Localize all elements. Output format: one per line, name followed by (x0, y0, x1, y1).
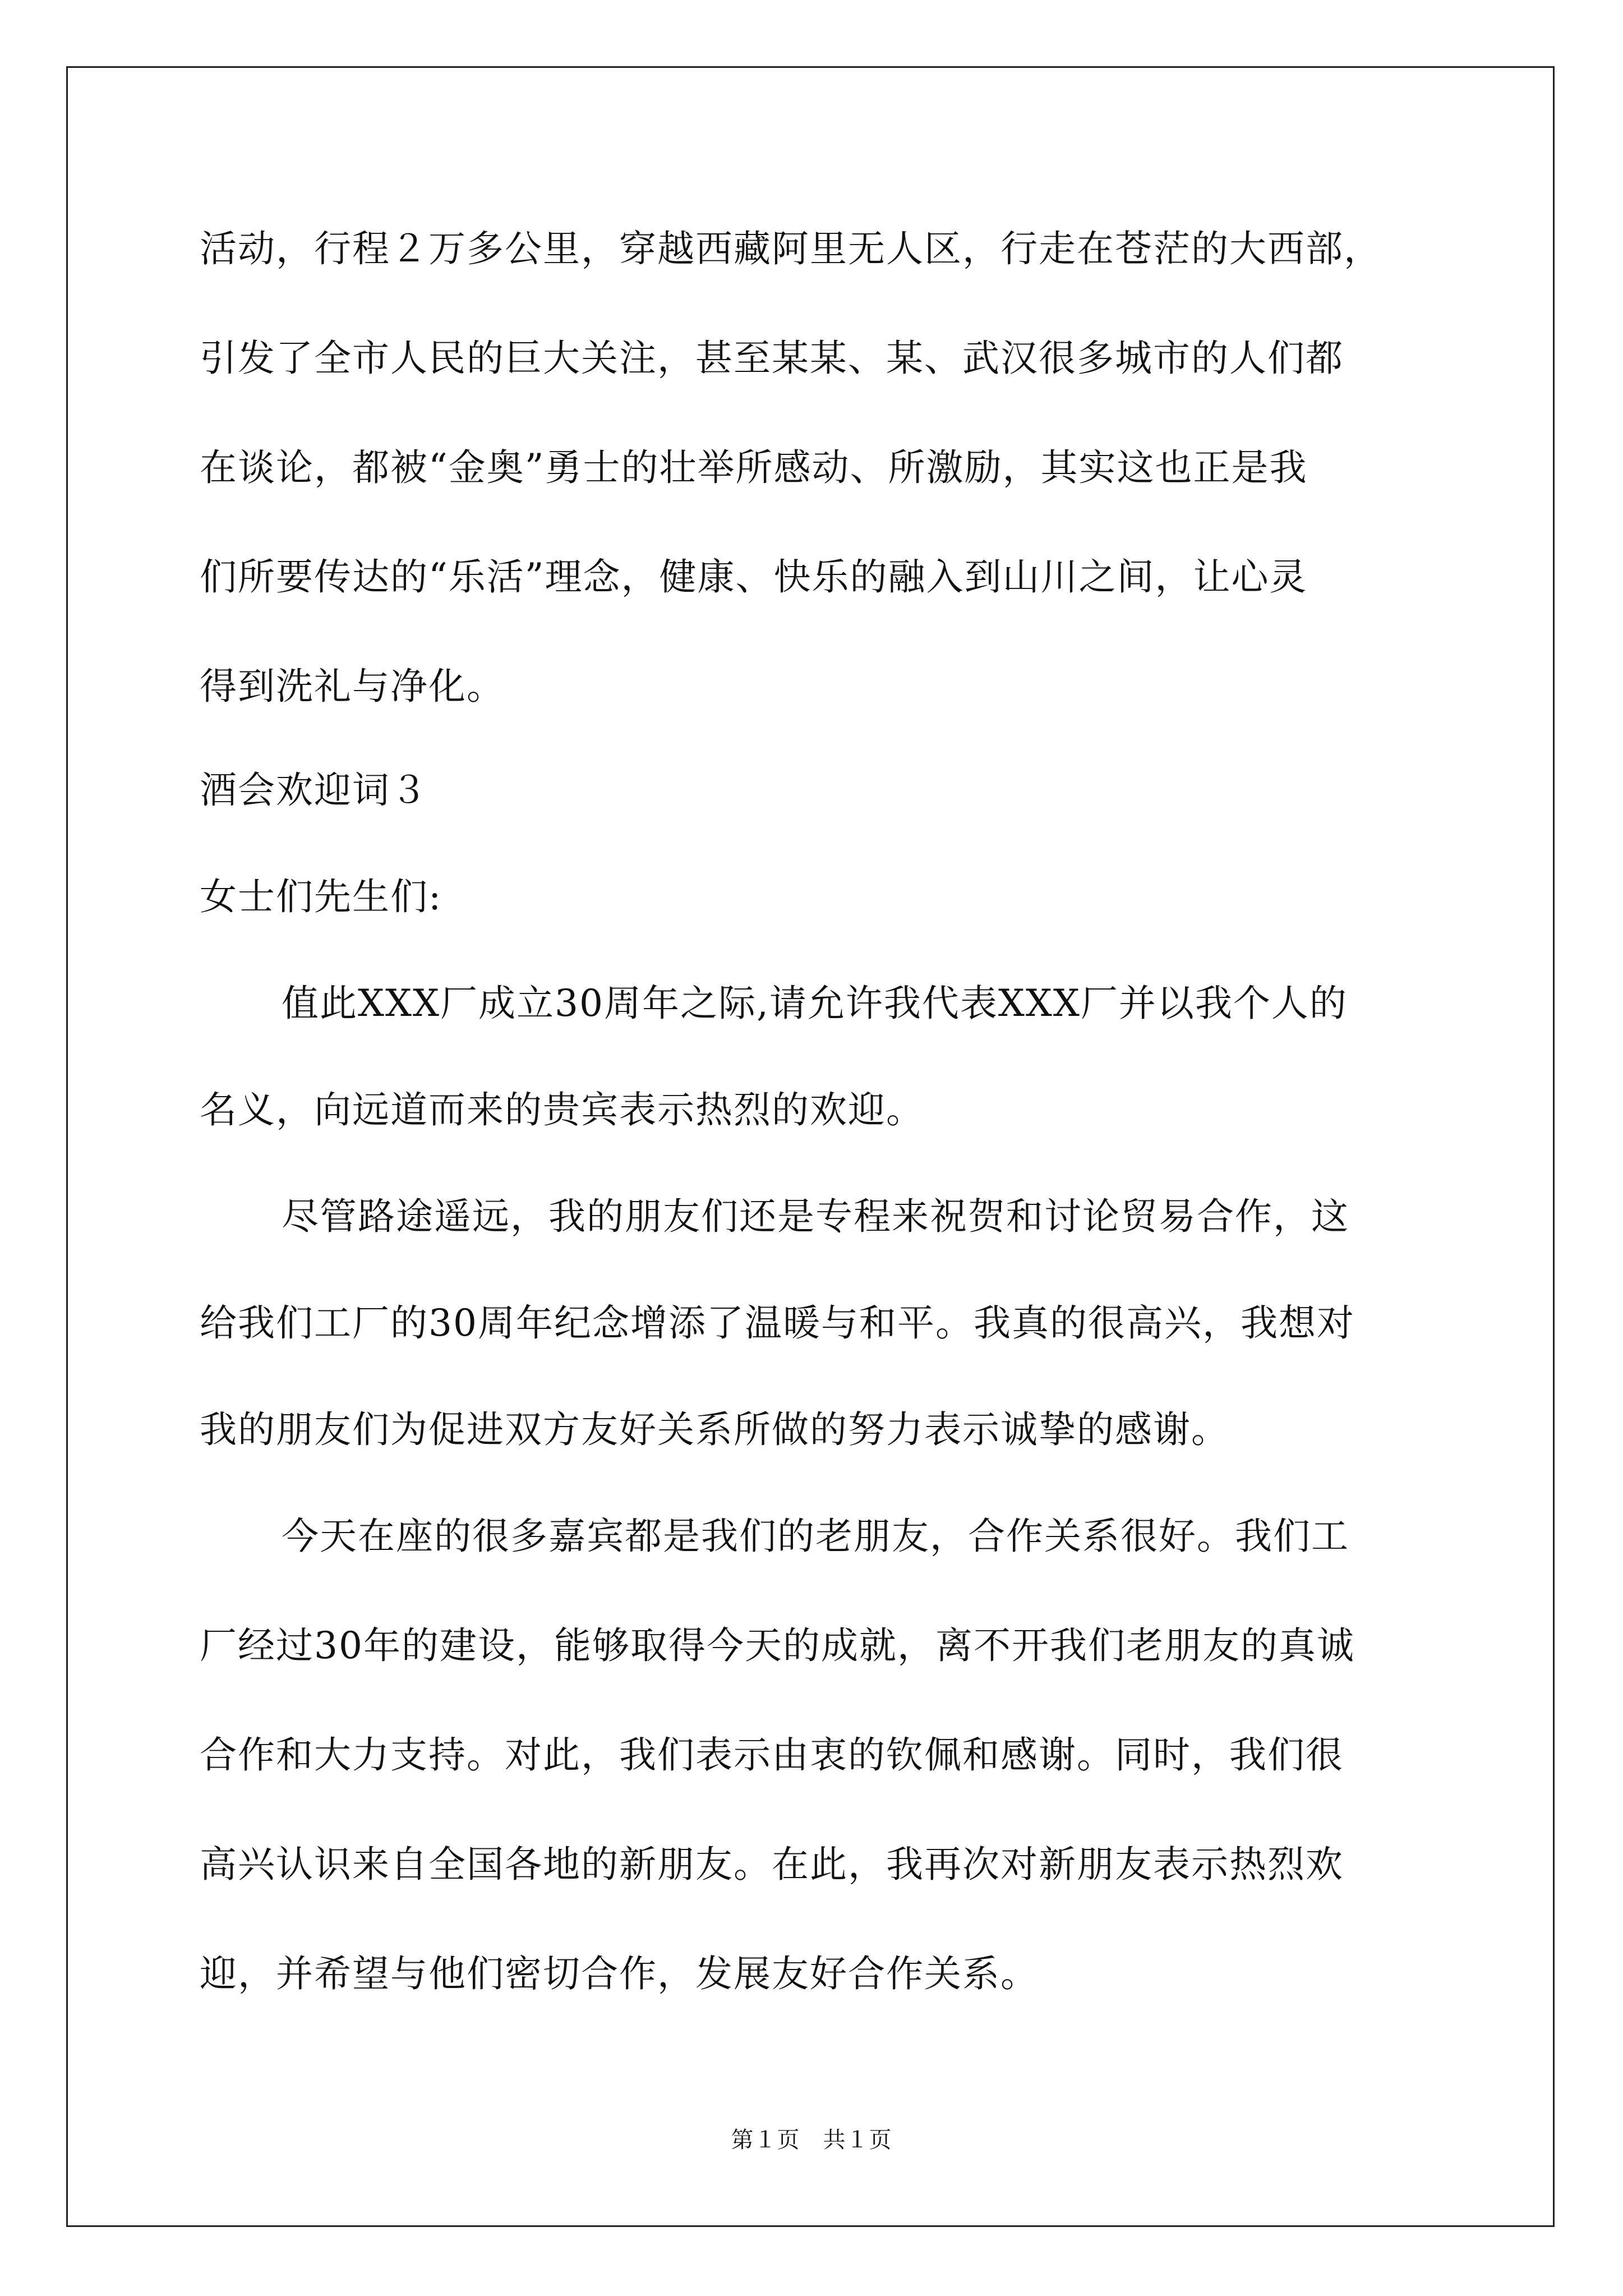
text-line: 尽管路途遥远，我的朋友们还是专程来祝贺和讨论贸易合作，这 (282, 1195, 1349, 1238)
text-line: 今天在座的很多嘉宾都是我们的老朋友，合作关系很好。我们工 (282, 1515, 1349, 1558)
section-heading: 酒会欢迎词３ (200, 769, 428, 812)
text-line: 给我们工厂的30周年纪念增添了温暖与和平。我真的很高兴，我想对 (200, 1301, 1355, 1345)
text-line: 高兴认识来自全国各地的新朋友。在此，我再次对新朋友表示热烈欢 (200, 1843, 1344, 1886)
text-line: 厂经过30年的建设，能够取得今天的成就，离不开我们老朋友的真诚 (200, 1624, 1355, 1667)
page-border (66, 66, 1555, 2227)
text-line: 合作和大力支持。对此，我们表示由衷的钦佩和感谢。同时，我们很 (200, 1733, 1344, 1777)
page-number-footer: 第１页 共１页 (731, 2127, 892, 2153)
text-line: 在谈论，都被“金奥”勇士的壮举所感动、所激励，其实这也正是我 (200, 446, 1308, 489)
text-line: 我的朋友们为促进双方友好关系所做的努力表示诚挚的感谢。 (200, 1408, 1229, 1451)
text-line: 活动，行程２万多公里，穿越西藏阿里无人区，行走在苍茫的大西部， (200, 227, 1382, 270)
text-line: 引发了全市人民的巨大关注，甚至某某、某、武汉很多城市的人们都 (200, 337, 1344, 380)
text-line: 值此XXX厂成立30周年之际,请允许我代表XXX厂并以我个人的 (282, 982, 1348, 1025)
text-line: 得到洗礼与净化。 (200, 665, 505, 708)
salutation: 女士们先生们: (200, 875, 442, 918)
text-line: 们所要传达的“乐活”理念，健康、快乐的融入到山川之间，让心灵 (200, 555, 1308, 599)
text-line: 名义，向远道而来的贵宾表示热烈的欢迎。 (200, 1088, 924, 1131)
text-line: 迎，并希望与他们密切合作，发展友好合作关系。 (200, 1952, 1039, 1995)
